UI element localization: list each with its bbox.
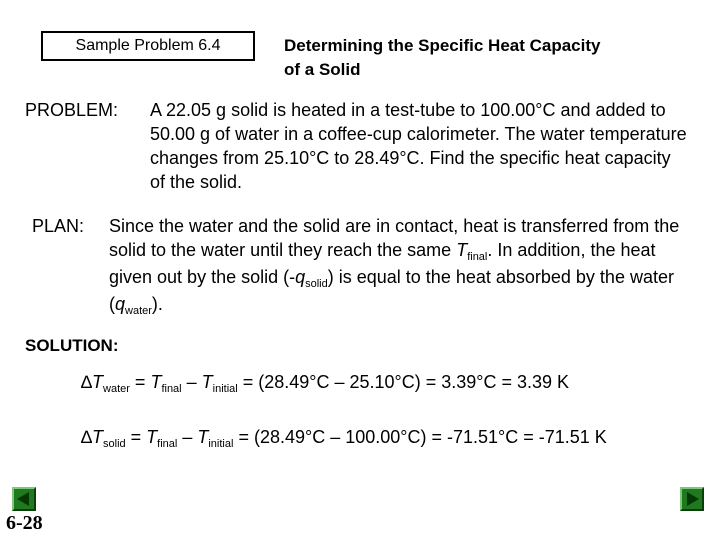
subscript-final: final — [161, 383, 182, 395]
minus-sign: – — [177, 427, 198, 447]
sample-problem-box — [41, 31, 255, 61]
plan-label: PLAN: — [32, 216, 85, 236]
equation-result: = (28.49°C – 100.00°C) = -71.51°C = -71.51 K — [233, 427, 607, 447]
t-initial-symbol: T — [201, 372, 213, 392]
page-number: 6-28 — [6, 512, 43, 534]
plan-text-part-2: . In addition, the heat given out by the solid (- — [109, 240, 656, 287]
equals-sign: = — [125, 427, 147, 447]
q-water-subscript: water — [125, 305, 152, 317]
t-final-symbol: T — [150, 372, 162, 392]
t-initial-symbol: T — [197, 427, 209, 447]
solution-label: SOLUTION: — [25, 336, 119, 355]
t-final-symbol: T — [456, 240, 468, 260]
q-water-symbol: q — [115, 294, 126, 314]
subscript-water: water — [103, 383, 130, 395]
t-symbol: T — [92, 372, 104, 392]
equation-delta-t-water — [81, 370, 569, 397]
delta-symbol: ∆ — [81, 372, 93, 392]
delta-symbol: ∆ — [81, 427, 93, 447]
equation-delta-t-solid — [81, 425, 607, 452]
t-final-symbol: T — [146, 427, 158, 447]
title-line-1: Determining the Specific Heat Capacity — [284, 36, 601, 55]
subscript-initial: initial — [208, 438, 234, 450]
t-final-subscript: final — [467, 251, 488, 263]
equation-result: = (28.49°C – 25.10°C) = 3.39°C = 3.39 K — [237, 372, 570, 392]
equals-sign: = — [129, 372, 151, 392]
q-solid-symbol: q — [295, 267, 306, 287]
problem-label: PROBLEM: — [25, 100, 119, 120]
previous-slide-button[interactable] — [12, 487, 36, 511]
triangle-left-icon — [17, 492, 29, 506]
subscript-initial: initial — [212, 383, 238, 395]
plan-text-part-4: ). — [151, 294, 163, 314]
next-slide-button[interactable] — [680, 487, 704, 511]
problem-text: A 22.05 g solid is heated in a test-tube to 100.00°C and added to 50.00 g of water in a coffee-cup calorimeter. The water temperature changes from 25.10°C to 28.49°C. Find the specific heat capacity of the solid. — [150, 100, 687, 192]
plan-text-part-3: ) is equal to the heat absorbed by the water ( — [109, 267, 674, 314]
page-title — [284, 34, 704, 82]
title-line-2: of a Solid — [284, 60, 361, 79]
plan-text-part-1: Since the water and the solid are in contact, heat is transferred from the solid to the water until they reach the same — [109, 216, 680, 260]
sample-problem-label: Sample Problem 6.4 — [75, 37, 221, 54]
q-solid-subscript: solid — [305, 278, 328, 290]
minus-sign: – — [181, 372, 202, 392]
t-symbol: T — [92, 427, 104, 447]
triangle-right-icon — [687, 492, 699, 506]
subscript-solid: solid — [103, 438, 126, 450]
subscript-final: final — [157, 438, 178, 450]
plan-text — [109, 214, 699, 319]
